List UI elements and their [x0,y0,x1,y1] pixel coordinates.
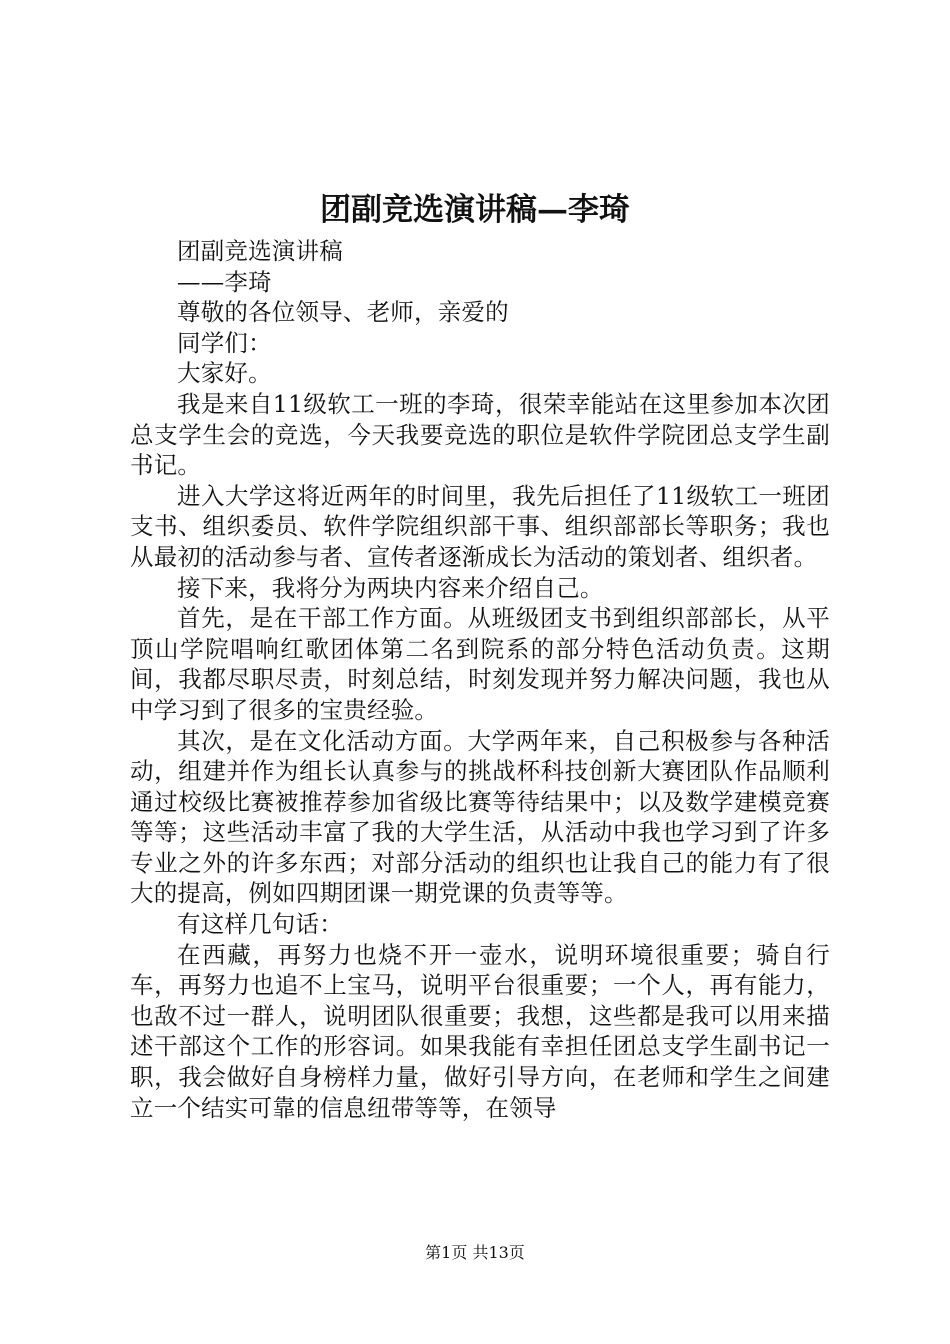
paragraph: 尊敬的各位领导、老师，亲爱的 [177,298,509,327]
paragraph: 我是来自11级软工一班的李琦，很荣幸能站在这里参加本次团总支学生会的竞选，今天我要竞选的职位是软件学院团总支学生副书记。 [130,389,830,480]
document-body [130,236,830,1123]
paragraph: 在西藏，再努力也烧不开一壶水，说明环境很重要；骑自行车，再努力也追不上宝马，说明平台很重要；一个人，再有能力，也敌不过一群人，说明团队很重要；我想，这些都是我可以用来描述干部这个工作的形容词。如果我能有幸担任团总支学生副书记一职，我会做好自身榜样力量，做好引导方向，在老师和学生之间建立一个结实可靠的信息纽带等等，在领导 [130,940,830,1122]
document-title: 团副竞选演讲稿—李琦 [320,192,630,228]
paragraph: ——李琦 [177,267,272,296]
paragraph: 进入大学这将近两年的时间里，我先后担任了11级软工一班团支书、组织委员、软件学院组织部干事、组织部部长等职务；我也从最初的活动参与者、宣传者逐渐成长为活动的策划者、组织者。 [130,481,830,571]
paragraph: 同学们： [177,328,272,357]
page-indicator: 第1页 共13页 [425,1243,525,1262]
paragraph: 首先，是在干部工作方面。从班级团支书到组织部部长，从平顶山学院唱响红歌团体第二名到院系的部分特色活动负责。这期间，我都尽职尽责，时刻总结，时刻发现并努力解决问题，我也从中学习到了很多的宝贵经验。 [130,604,830,724]
paragraph: 大家好。 [177,359,272,388]
paragraph: 有这样几句话： [177,910,343,939]
paragraph: 接下来，我将分为两块内容来介绍自己。 [177,573,604,602]
paragraph: 其次，是在文化活动方面。大学两年来，自己积极参与各种活动，组建并作为组长认真参与的挑战杯科技创新大赛团队作品顺利通过校级比赛被推荐参加省级比赛等待结果中；以及数学建模竞赛等等；这些活动丰富了我的大学生活，从活动中我也学习到了许多专业之外的许多东西；对部分活动的组织也让我自己的能力有了很大的提高，例如四期团课一期党课的负责等等。 [130,726,830,908]
paragraph: 团副竞选演讲稿 [177,237,343,265]
